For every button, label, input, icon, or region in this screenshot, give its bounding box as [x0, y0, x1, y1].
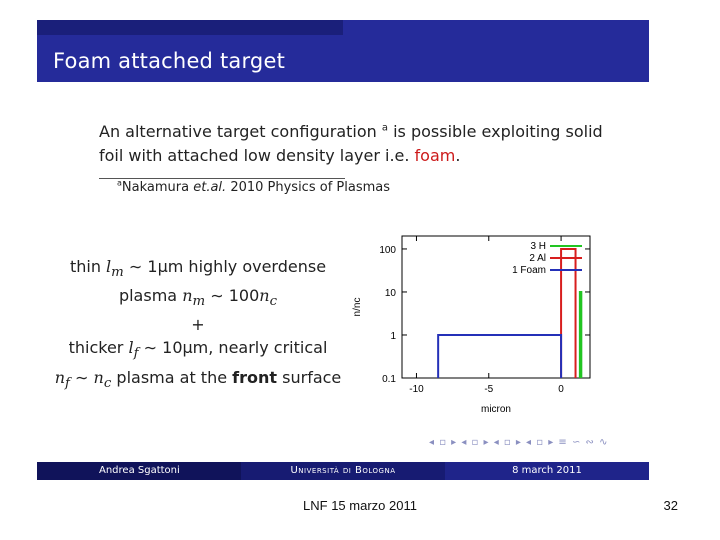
x-tick-label: -5 — [484, 384, 494, 395]
math-sub: f — [133, 346, 139, 362]
x-tick-label: -10 — [409, 384, 424, 395]
legend-label: 3 H — [530, 241, 546, 252]
math-var: n — [54, 367, 66, 387]
math-var: l — [106, 257, 112, 276]
math-plus: + — [191, 315, 205, 335]
footer-author-box — [37, 462, 241, 480]
y-tick-label: 0.1 — [382, 374, 396, 385]
math-text: plasma — [118, 286, 178, 306]
density-chart — [352, 216, 619, 426]
math-bold: front — [232, 367, 278, 387]
footnote-rule — [99, 178, 345, 179]
y-tick-label: 1 — [390, 330, 396, 342]
slide-header — [37, 20, 649, 82]
legend-label: 2 Al — [529, 253, 546, 264]
math-description — [53, 255, 343, 395]
footnote — [117, 180, 390, 195]
footer-institution: Università di Bologna — [290, 465, 396, 476]
math-var: n — [182, 286, 193, 306]
y-tick-label: 100 — [379, 244, 396, 256]
footnote-author: Nakamura — [121, 180, 190, 195]
footnote-etal: et.al. — [193, 180, 227, 195]
math-line-1 — [53, 255, 343, 284]
chart-group — [352, 236, 590, 415]
series-0-line — [580, 292, 581, 378]
math-text: thicker — [68, 338, 124, 358]
intro-highlight: foam — [414, 146, 456, 165]
math-sub: m — [111, 265, 124, 281]
page-caption: LNF 15 marzo 2011 — [303, 498, 417, 513]
legend-label: 1 Foam — [512, 265, 546, 276]
math-text: ∼ 1μm highly overdense — [128, 257, 327, 276]
math-text: ∼ — [75, 367, 89, 387]
slide — [37, 20, 649, 480]
math-text: ∼ 10μm, nearly critical — [143, 338, 328, 358]
math-text: plasma at the — [116, 367, 228, 387]
math-line-2 — [53, 284, 343, 313]
math-sub: c — [103, 375, 112, 391]
footer-date: 8 march 2011 — [512, 465, 582, 476]
math-sub: m — [192, 294, 206, 310]
intro-text — [99, 120, 619, 168]
slide-footer — [37, 462, 649, 480]
math-text: thin — [69, 257, 101, 276]
intro-part1: An alternative target configuration — [99, 122, 377, 141]
x-tick-label: 0 — [558, 384, 564, 395]
intro-end: . — [455, 146, 461, 165]
y-axis-label: n/nc — [352, 297, 363, 317]
intro-part2: is possible exploiting solid foil with attached low density layer i.e. — [99, 122, 603, 165]
math-var: n — [259, 286, 270, 306]
math-sub: c — [269, 294, 278, 310]
math-line-3 — [53, 336, 343, 365]
x-axis-label: micron — [480, 404, 512, 415]
math-sub: f — [65, 375, 70, 391]
footer-author: Andrea Sgattoni — [99, 465, 180, 476]
footnote-marker: a — [117, 178, 122, 188]
math-var: l — [128, 338, 134, 358]
intro-footnote-marker: a — [381, 122, 388, 134]
series-2-line — [438, 335, 561, 378]
math-var: n — [93, 367, 104, 387]
slide-title: Foam attached target — [53, 49, 286, 73]
page-number: 32 — [663, 498, 678, 513]
footnote-rest: 2010 Physics of Plasmas — [230, 180, 390, 195]
y-tick-label: 10 — [384, 287, 396, 299]
math-text: ∼ 100 — [210, 286, 260, 306]
header-strip — [37, 20, 343, 35]
beamer-nav-controls[interactable]: ◂ ▫ ▸ ◂ ▫ ▸ ◂ ▫ ▸ ◂ ▫ ▸ ≡ ∽ ∾ ∿ — [429, 437, 609, 448]
footer-date-box — [445, 462, 649, 480]
series-1-line — [561, 249, 575, 378]
math-line-4 — [53, 366, 343, 395]
footer-institution-box — [241, 462, 445, 480]
math-text: surface — [282, 367, 342, 387]
